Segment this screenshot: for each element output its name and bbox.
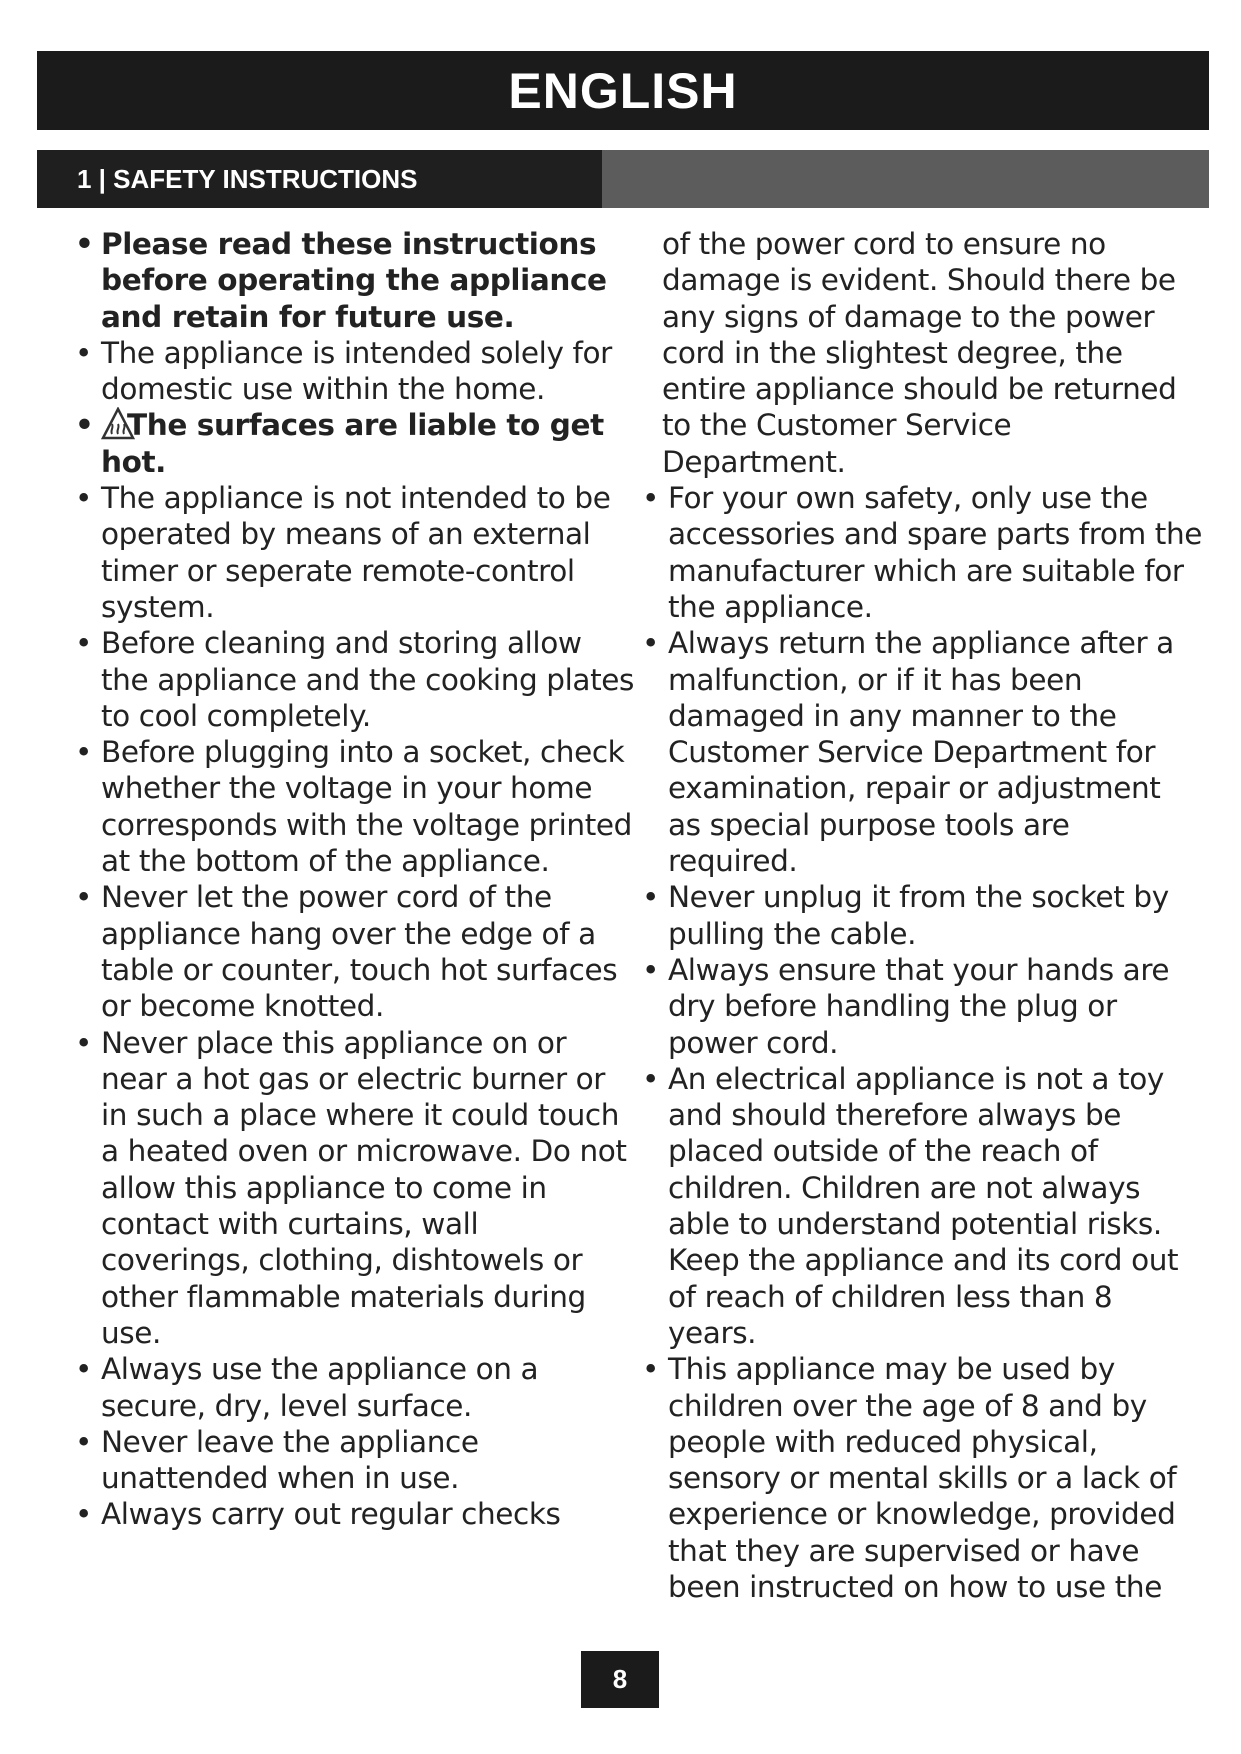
- list-item: • Always ensure that your hands are dry before handling the plug or power cord.: [642, 952, 1202, 1061]
- list-item: • This appliance may be used by children over the age of 8 and by people with reduced physical, sensory or mental skills or a lack of experience or knowledge, provided that they are supervised or have been instructed on how to use the: [642, 1351, 1202, 1605]
- safety-list-right: [642, 480, 1202, 1605]
- list-item: • An electrical appliance is not a toy and should therefore always be placed outside of the reach of children. Children are not always able to understand potential risks. Keep the appliance and its cord out of reach of children less than 8 years.: [642, 1061, 1202, 1351]
- language-banner: [37, 51, 1209, 130]
- list-item: • The appliance is intended solely for domestic use within the home.: [75, 335, 635, 408]
- list-item: • Never place this appliance on or near a hot gas or electric burner or in such a place where it could touch a heated oven or microwave. Do not allow this appliance to come in contact with curtains, wall coverings, clothing, dishtowels or other flammable materials during use.: [75, 1025, 635, 1352]
- right-column: [642, 226, 1202, 1605]
- page-number: 8: [581, 1651, 659, 1708]
- list-item: • Before cleaning and storing allow the appliance and the cooking plates to cool completely.: [75, 625, 635, 734]
- list-item: • Never let the power cord of the appliance hang over the edge of a table or counter, touch hot surfaces or become knotted.: [75, 879, 635, 1024]
- list-item: • Always return the appliance after a malfunction, or if it has been damaged in any manner to the Customer Service Department for examination, repair or adjustment as special purpose tools are required.: [642, 625, 1202, 879]
- continued-paragraph: of the power cord to ensure no damage is evident. Should there be any signs of damage to the power cord in the slightest degree, the entire appliance should be returned to the Customer Service Department.: [662, 227, 1177, 479]
- list-item-hot-surface: [75, 407, 635, 480]
- list-item: • Always carry out regular checks: [75, 1496, 635, 1532]
- hot-surface-text: The surfaces are liable to get hot.: [101, 408, 604, 479]
- language-title: ENGLISH: [508, 62, 738, 119]
- list-item: • Please read these instructions before operating the appliance and retain for future use.: [75, 226, 635, 335]
- list-item: • For your own safety, only use the accessories and spare parts from the manufacturer which are suitable for the appliance.: [642, 480, 1202, 625]
- section-title: 1 | SAFETY INSTRUCTIONS: [37, 150, 602, 208]
- list-item: • Never unplug it from the socket by pulling the cable.: [642, 879, 1202, 952]
- section-header-bar: [37, 150, 1209, 208]
- list-item: • Before plugging into a socket, check whether the voltage in your home corresponds with the voltage printed at the bottom of the appliance.: [75, 734, 635, 879]
- list-item: • Never leave the appliance unattended when in use.: [75, 1424, 635, 1497]
- left-column: [75, 226, 635, 1533]
- list-item: • The appliance is not intended to be operated by means of an external timer or seperate remote-control system.: [75, 480, 635, 625]
- section-bar-filler: [602, 150, 1209, 208]
- list-item: • Always use the appliance on a secure, dry, level surface.: [75, 1351, 635, 1424]
- safety-list-left: [75, 226, 635, 1533]
